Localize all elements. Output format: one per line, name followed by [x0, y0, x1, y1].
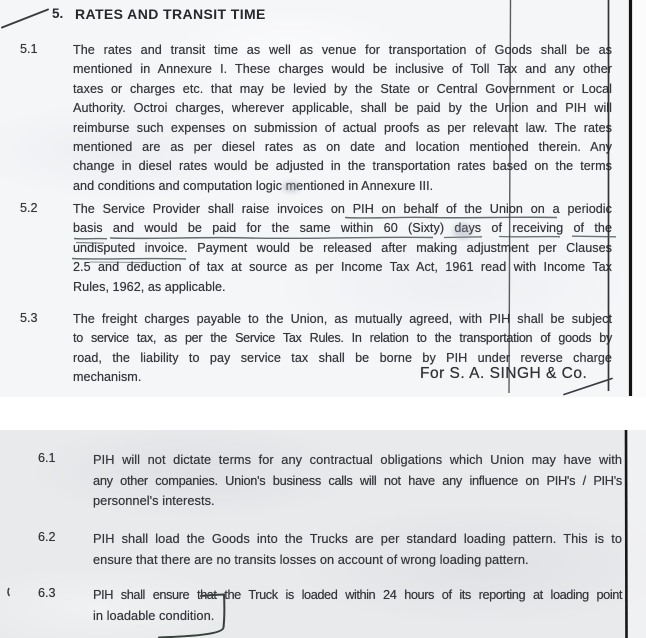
section-number: 5.	[52, 6, 64, 21]
text-line: mentioned in Annexure I. These charges would be inclusive of Toll Tax and any other	[73, 62, 612, 77]
text-line: PIH shall load the Goods into the Trucks are per standard loading pattern. This is to	[93, 531, 622, 546]
text-line: taxes or charges etc. that may be levied by the State or Central Government or Local	[73, 81, 612, 96]
text-line: Authority. Octroi charges, wherever applicable, shall be paid by the Union and PIH will	[73, 101, 612, 116]
text-line: Rules, 1962, as applicable.	[73, 279, 226, 294]
clause-5-1	[0, 41, 646, 196]
text-line: and conditions and computation logic mentioned in Annexure III.	[73, 178, 434, 193]
text-line: any other companies. Union's business calls will not have any influence on PIH's / PIH's	[93, 472, 622, 488]
text-line: personnel's interests.	[93, 493, 215, 509]
text-line: to service tax, as per the Service Tax Rules. In relation to the transportation of goods by	[73, 331, 612, 346]
text-line: PIH shall ensure that the Truck is loaded within 24 hours of its reporting at loading point	[93, 587, 622, 602]
clause-6-1	[0, 450, 646, 512]
section-5-heading	[0, 6, 646, 26]
clause-6-2	[0, 529, 646, 570]
clause-number: 6.3	[38, 586, 56, 600]
clause-number: 5.2	[20, 201, 38, 215]
clause-text	[73, 200, 612, 297]
scan-segment-bottom	[0, 430, 646, 638]
text-line: ensure that there are no transits losses on account of wrong loading pattern.	[93, 551, 529, 567]
text-line: PIH will not dictate terms for any contractual obligations which Union may have with	[93, 452, 622, 467]
text-line: mechanism.	[73, 370, 142, 385]
text-line: basis and would be paid for the same within 60 (Sixty) days of receiving of the	[73, 221, 612, 236]
clause-6-3	[0, 585, 646, 626]
text-line: in loadable condition.	[93, 607, 215, 623]
clause-number: 5.1	[20, 42, 38, 56]
text-line: 2.5 and deduction of tax at source as per Income Tax Act, 1961 read with Income Tax	[73, 260, 612, 275]
text-line: undisputed invoice. Payment would be released after making adjustment per Clauses	[73, 240, 612, 255]
section-title: RATES AND TRANSIT TIME	[75, 6, 266, 22]
text-line: mentioned are as per diesel rates as on date and location mentioned therein. Any	[73, 140, 612, 155]
clause-text	[73, 41, 612, 196]
clause-text	[93, 529, 622, 570]
signature-stamp: For S. A. SINGH & Co.	[420, 365, 588, 382]
clause-5-2	[0, 200, 646, 297]
clause-text	[93, 585, 622, 626]
text-line: The freight charges payable to the Union, as mutually agreed, with PIH shall be subject	[73, 312, 612, 326]
clause-number: 5.3	[20, 311, 38, 325]
text-line: road, the liability to pay service tax shall be borne by PIH under reverse charge	[73, 350, 612, 365]
text-line: The rates and transit time as well as venue for transportation of Goods shall be as	[73, 43, 612, 57]
clause-number: 6.1	[38, 451, 56, 465]
text-line: reimburse such expenses on submission of actual proofs as per relevant law. The rates	[73, 120, 612, 135]
text-line: change in diesel rates would be adjusted in the transportation rates based on the terms	[73, 159, 612, 174]
clause-text	[93, 450, 622, 512]
text-line: The Service Provider shall raise invoices on PIH on behalf of the Union on a periodic	[73, 202, 612, 216]
clause-number: 6.2	[38, 530, 56, 544]
